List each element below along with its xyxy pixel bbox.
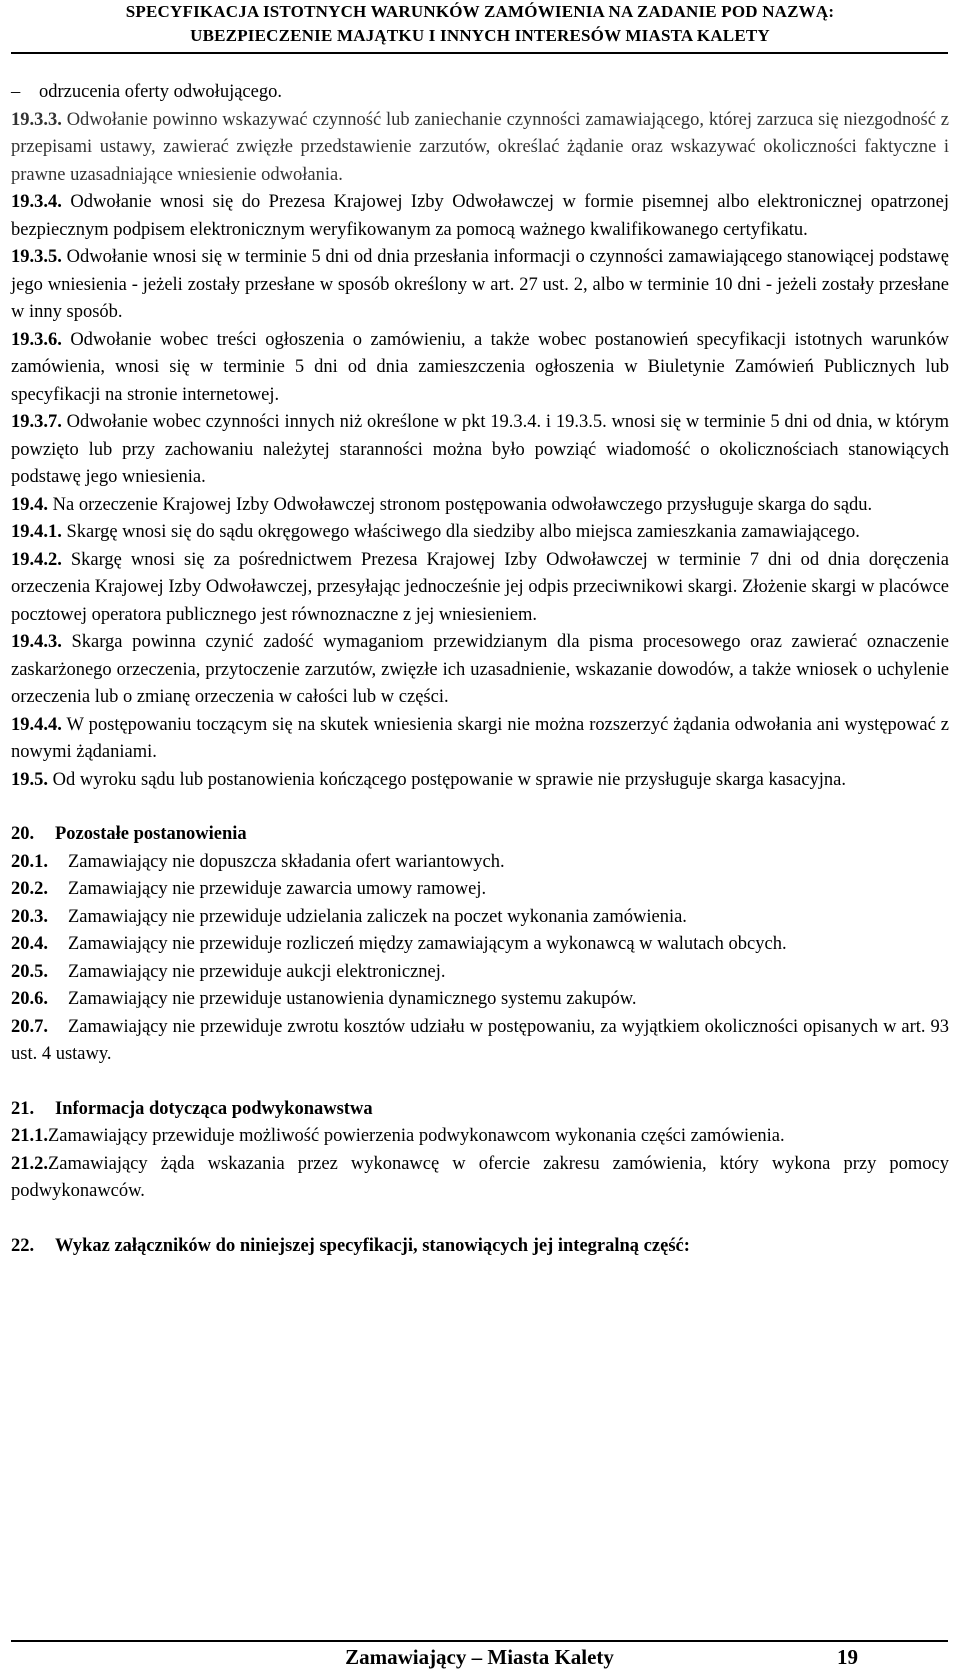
item-20-4 — [11, 931, 949, 959]
paragraph-text: Na orzeczenie Krajowej Izby Odwoławczej stronom postępowania odwoławczego przysługuje skarga do sądu. — [48, 494, 873, 515]
section-title: Wykaz załączników do niniejszej specyfikacji, stanowiących jej integralną część: — [55, 1235, 690, 1256]
paragraph-number: 19.4.3. — [11, 632, 62, 652]
paragraph-text: W postępowaniu toczącym się na skutek wniesienia skargi nie można rozszerzyć żądania odwołania ani występować z nowymi żądaniami. — [11, 714, 949, 762]
paragraph-19-3-4 — [11, 189, 949, 244]
paragraph-text: Od wyroku sądu lub postanowienia kończącego postępowanie w sprawie nie przysługuje skarga kasacyjna. — [48, 769, 847, 790]
paragraph-text: Skargę wnosi się do sądu okręgowego właściwego dla siedziby albo miejsca zamieszkania zamawiającego. — [61, 522, 860, 542]
paragraph-text: Skargę wnosi się za pośrednictwem Prezesa Krajowej Izby Odwoławczej w terminie 7 dni od dnia doręczenia orzeczenia Krajowej Izby Odwoławczej, przesyłając jednocześnie jej odpis przeciwnikowi skargi. Złożenie skargi w placówce pocztowej operatora publicznego jest równoznaczne z jej wniesieniem. — [11, 549, 949, 625]
header-line-2: UBEZPIECZENIE MAJĄTKU I INNYCH INTERESÓW MIASTA KALETY — [190, 26, 770, 45]
paragraph-19-3-5 — [11, 244, 949, 327]
dash-bullet: – — [11, 82, 21, 102]
paragraph-19-3-6 — [11, 327, 949, 410]
section-21-heading — [11, 1096, 949, 1124]
intro-item-text: odrzucenia oferty odwołującego. — [39, 82, 282, 102]
paragraph-text: Odwołanie wobec czynności innych niż określone w pkt 19.3.4. i 19.3.5. wnosi się w terminie 5 dni od dnia, w którym powzięto lub przy zachowaniu należytej staranności można było powziąć wiadomość o okolicznościach stanowiących podstawę jego wniesienia. — [11, 412, 949, 487]
item-number: 20.3. — [11, 906, 48, 927]
paragraph-number: 19.3.3. — [11, 109, 62, 130]
paragraph-text: Odwołanie wnosi się w terminie 5 dni od dnia przesłania informacji o czynności zamawiającego stanowiącej podstawę jego wniesienia - jeżeli zostały przesłane w sposób określony w art. 27 ust. 2, albo w terminie 10 dni - jeżeli zostały przesłane w inny sposób. — [11, 247, 949, 322]
section-title: Pozostałe postanowienia — [55, 824, 247, 844]
paragraph-19-4-4 — [11, 712, 949, 767]
page-footer — [11, 1645, 948, 1673]
paragraph-19-3-3 — [11, 107, 949, 190]
item-number: 21.1. — [11, 1126, 48, 1146]
paragraph-number: 19.4.1. — [11, 522, 62, 542]
section-number: 22. — [11, 1235, 35, 1256]
paragraph-number: 19.3.4. — [11, 192, 62, 212]
page-header — [0, 0, 960, 48]
item-20-3 — [11, 904, 949, 932]
header-divider — [11, 52, 948, 54]
item-text: Zamawiający nie dopuszcza składania ofert wariantowych. — [68, 851, 505, 872]
item-text: Zamawiający przewiduje możliwość powierzenia podwykonawcom wykonania części zamówienia. — [48, 1126, 785, 1146]
item-number: 20.1. — [11, 851, 48, 872]
item-20-5 — [11, 959, 949, 987]
item-number: 20.7. — [11, 1016, 48, 1037]
paragraph-text: Odwołanie wnosi się do Prezesa Krajowej Izby Odwoławczej w formie pisemnej albo elektronicznej opatrzonej bezpiecznym podpisem elektronicznym weryfikowanym za pomocą ważnego kwalifikowanego certyfikatu. — [11, 192, 949, 240]
paragraph-number: 19.3.7. — [11, 412, 62, 432]
item-text: Zamawiający żąda wskazania przez wykonawcę w ofercie zakresu zamówienia, który wykona przy pomocy podwykonawców. — [11, 1153, 949, 1201]
intro-list-item — [11, 79, 949, 107]
page-number: 19 — [837, 1645, 858, 1669]
item-21-1 — [11, 1123, 949, 1151]
section-number: 21. — [11, 1098, 35, 1119]
item-20-2 — [11, 876, 949, 904]
section-20-heading — [11, 821, 949, 849]
document-body — [11, 79, 949, 1260]
spacer — [11, 1069, 949, 1096]
paragraph-19-4-3 — [11, 629, 949, 712]
footer-title: Zamawiający – Miasta Kalety — [345, 1645, 614, 1669]
item-text: Zamawiający nie przewiduje zawarcia umowy ramowej. — [68, 879, 487, 899]
item-text: Zamawiający nie przewiduje rozliczeń między zamawiającym a wykonawcą w walutach obcych. — [68, 934, 787, 954]
paragraph-19-3-7 — [11, 409, 949, 492]
paragraph-number: 19.3.6. — [11, 329, 62, 350]
item-text: Zamawiający nie przewiduje udzielania zaliczek na poczet wykonania zamówienia. — [68, 906, 687, 927]
item-number: 20.5. — [11, 961, 48, 982]
section-number: 20. — [11, 824, 35, 844]
item-number: 20.2. — [11, 879, 48, 899]
paragraph-number: 19.4. — [11, 494, 48, 515]
paragraph-number: 19.4.2. — [11, 549, 62, 570]
spacer — [11, 1206, 949, 1233]
paragraph-19-4-2 — [11, 547, 949, 630]
item-20-1 — [11, 849, 949, 877]
paragraph-19-4-1 — [11, 519, 949, 547]
spacer — [11, 794, 949, 821]
paragraph-number: 19.5. — [11, 769, 48, 790]
item-number: 20.4. — [11, 934, 48, 954]
item-text: Zamawiający nie przewiduje aukcji elektronicznej. — [68, 961, 446, 982]
item-text: Zamawiający nie przewiduje zwrotu kosztów udziału w postępowaniu, za wyjątkiem okoliczności opisanych w art. 93 ust. 4 ustawy. — [11, 1016, 949, 1064]
paragraph-number: 19.4.4. — [11, 714, 62, 735]
item-20-6 — [11, 986, 949, 1014]
section-22-heading — [11, 1233, 949, 1261]
paragraph-number: 19.3.5. — [11, 247, 62, 267]
paragraph-19-4 — [11, 492, 949, 520]
footer-divider — [11, 1640, 948, 1642]
item-number: 20.6. — [11, 989, 48, 1009]
item-text: Zamawiający nie przewiduje ustanowienia dynamicznego systemu zakupów. — [68, 989, 637, 1009]
item-21-2 — [11, 1151, 949, 1206]
section-title: Informacja dotycząca podwykonawstwa — [55, 1098, 373, 1119]
paragraph-text: Odwołanie wobec treści ogłoszenia o zamówieniu, a także wobec postanowień specyfikacji istotnych warunków zamówienia, wnosi się w terminie 5 dni od dnia zamieszczenia ogłoszenia w Biuletynie Zamówień Publicznych lub specyfikacji na stronie internetowej. — [11, 329, 949, 405]
header-line-1: SPECYFIKACJA ISTOTNYCH WARUNKÓW ZAMÓWIENIA NA ZADANIE POD NAZWĄ: — [125, 2, 835, 21]
paragraph-text: Odwołanie powinno wskazywać czynność lub zaniechanie czynności zamawiającego, której zarzuca się niezgodność z przepisami ustawy, zawierać zwięzłe przedstawienie zarzutów, określać żądanie oraz wskazywać okoliczności faktyczne i prawne uzasadniające wniesienie odwołania. — [11, 109, 949, 185]
paragraph-text: Skarga powinna czynić zadość wymaganiom przewidzianym dla pisma procesowego oraz zawierać oznaczenie zaskarżonego orzeczenia, przytoczenie zarzutów, zwięzłe ich uzasadnienie, wskazanie dowodów, a także wniosek o uchylenie orzeczenia lub o zmianę orzeczenia w całości lub w części. — [11, 632, 949, 707]
item-20-7 — [11, 1014, 949, 1069]
paragraph-19-5 — [11, 767, 949, 795]
item-number: 21.2. — [11, 1153, 48, 1174]
